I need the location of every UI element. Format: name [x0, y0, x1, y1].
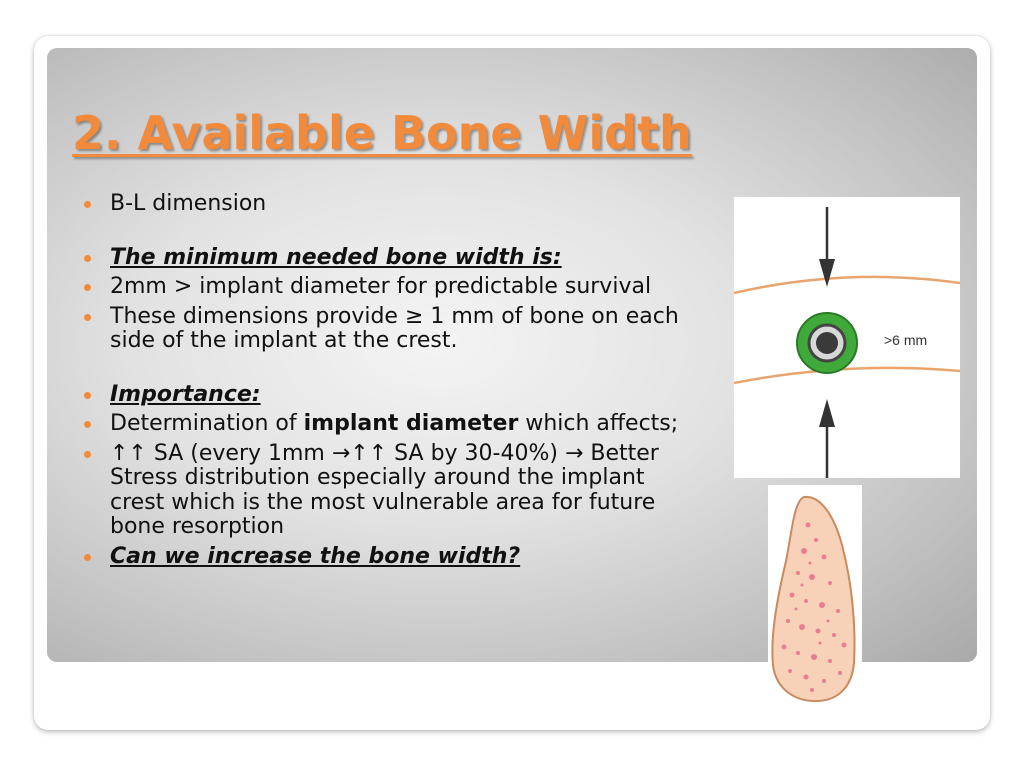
bullet-text-post: which affects;	[518, 411, 679, 436]
bone-outline	[772, 497, 854, 701]
bullet-item	[82, 246, 682, 271]
bottom-arrow-head	[819, 399, 835, 427]
bullet-heading: Importance:	[110, 381, 261, 407]
slide-title: 2. Available Bone Width	[72, 106, 692, 160]
bullet-dot	[84, 392, 91, 399]
bullet-item	[82, 192, 682, 217]
upper-contour	[734, 277, 960, 293]
bullet-item	[82, 545, 682, 570]
width-label: >6 mm	[884, 332, 928, 348]
bullet-dot	[84, 284, 91, 291]
bullet-dot	[84, 201, 91, 208]
top-arrow-head	[819, 259, 835, 287]
implant-figure	[734, 197, 960, 478]
bone-cross-section	[768, 485, 862, 710]
bullet-text: 2mm > implant diameter for predictable survival	[110, 274, 652, 299]
bone-diagram	[768, 485, 862, 710]
bullet-item	[82, 383, 682, 408]
bullet-dot	[84, 451, 91, 458]
bullet-text-pre: Determination of	[110, 411, 304, 436]
bullet-text: ↑↑ SA (every 1mm →↑↑ SA by 30-40%) → Better Stress distribution especially around the implant crest which is the most vulnerable area for future bone resorption	[110, 440, 659, 539]
bullet-text-bold: implant diameter	[303, 411, 519, 436]
bullet-dot	[84, 421, 91, 428]
bullet-dot	[84, 314, 91, 321]
bullet-heading: The minimum needed bone width is:	[110, 244, 562, 270]
lower-contour	[734, 368, 960, 383]
bullet-text: These dimensions provide ≥ 1 mm of bone on each side of the implant at the crest.	[110, 303, 679, 353]
implant-center	[816, 332, 838, 354]
bullet-item	[82, 442, 682, 540]
bullet-text: B-L dimension	[110, 191, 267, 216]
bullet-dot	[84, 255, 91, 262]
bullet-item	[82, 275, 682, 300]
bullet-list	[82, 192, 682, 574]
bullet-item	[82, 412, 682, 437]
bullet-dot	[84, 554, 91, 561]
implant-diagram	[734, 197, 960, 478]
bullet-question: Can we increase the bone width?	[110, 543, 521, 569]
bullet-item	[82, 305, 682, 354]
